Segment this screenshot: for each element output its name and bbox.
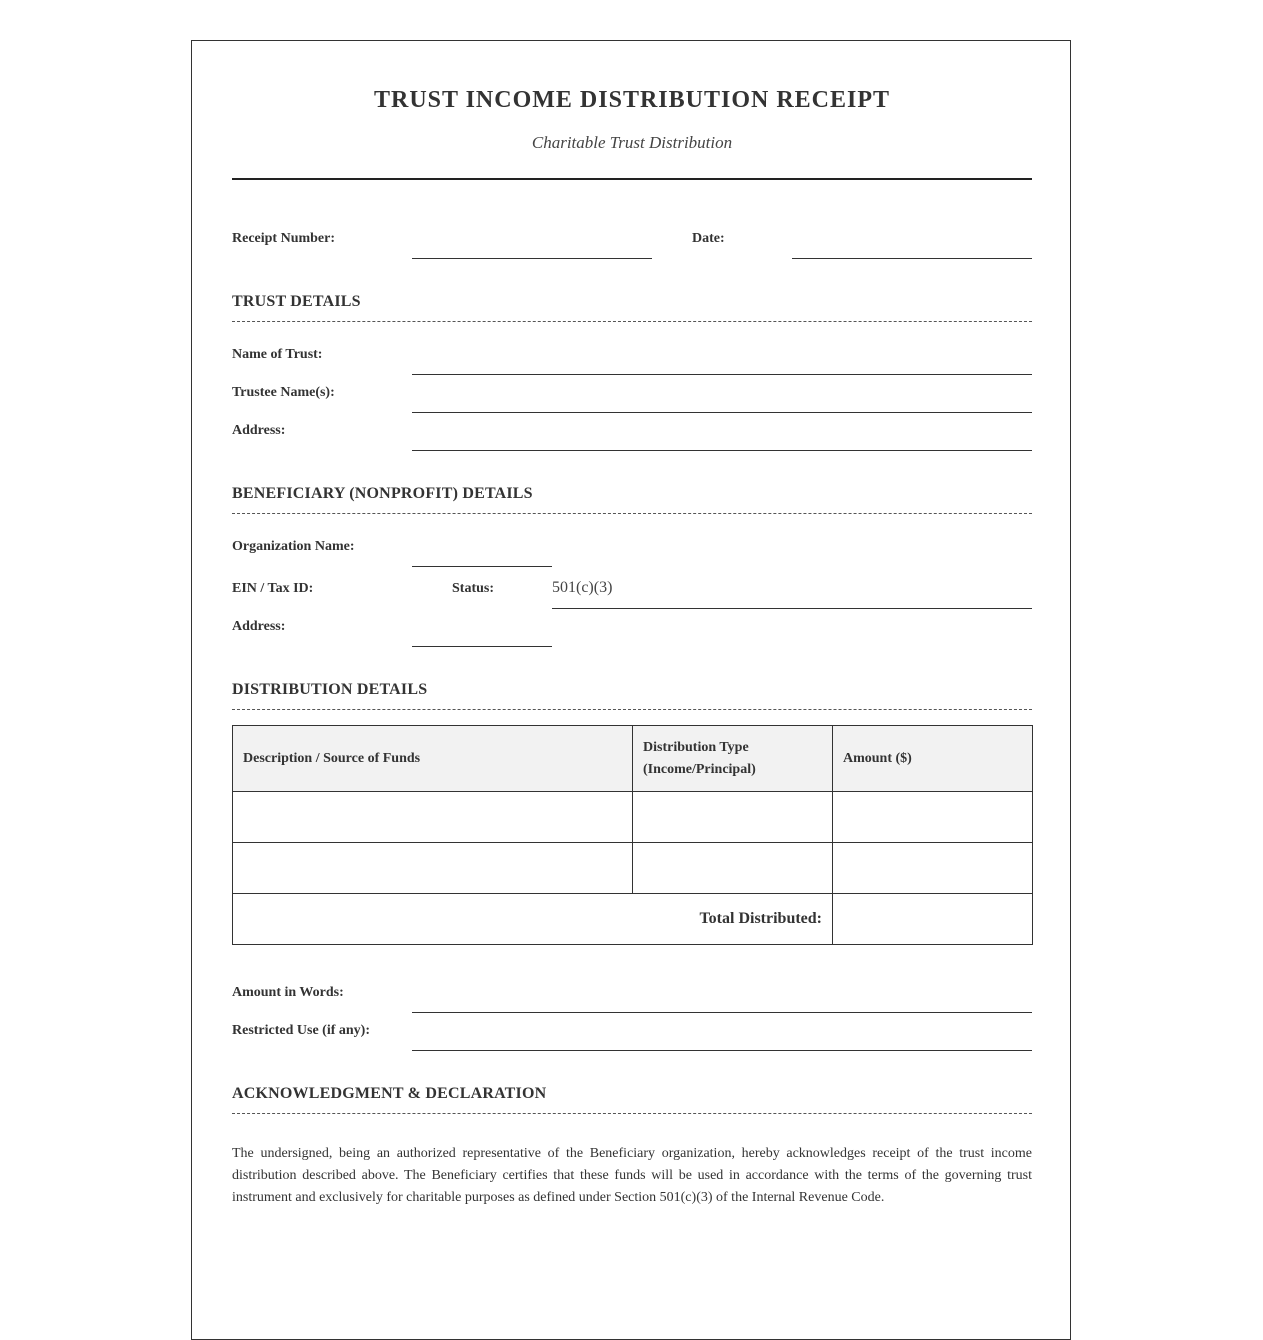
acknowledgment-heading: ACKNOWLEDGMENT & DECLARATION — [232, 1085, 547, 1102]
total-row — [233, 894, 1033, 945]
trust-address-field[interactable] — [412, 450, 1032, 451]
distribution-details-heading: DISTRIBUTION DETAILS — [232, 681, 428, 698]
beneficiary-address-field[interactable] — [412, 646, 552, 647]
restricted-use-label: Restricted Use (if any): — [232, 1023, 371, 1038]
title-divider — [232, 178, 1032, 180]
beneficiary-details-heading: BENEFICIARY (NONPROFIT) DETAILS — [232, 485, 533, 502]
section-divider — [232, 709, 1032, 710]
column-header-amount: Amount ($) — [833, 726, 1033, 792]
trustee-name-label: Trustee Name(s): — [232, 385, 335, 400]
status-label: Status: — [452, 581, 495, 596]
receipt-number-field[interactable] — [412, 258, 652, 259]
restricted-use-field[interactable] — [412, 1050, 1032, 1051]
distribution-table — [232, 725, 1033, 945]
table-row — [233, 843, 1033, 894]
amount-in-words-label: Amount in Words: — [232, 985, 344, 1000]
amount-cell[interactable] — [833, 843, 1033, 894]
distribution-type-cell[interactable] — [633, 792, 833, 843]
document-subtitle: Charitable Trust Distribution — [531, 133, 733, 152]
section-divider — [232, 513, 1032, 514]
status-value: 501(c)(3) — [552, 579, 613, 596]
date-field[interactable] — [792, 258, 1032, 259]
column-header-description: Description / Source of Funds — [233, 726, 633, 792]
beneficiary-address-label: Address: — [232, 619, 286, 634]
date-label: Date: — [692, 231, 725, 246]
status-field[interactable] — [552, 608, 1032, 609]
amount-cell[interactable] — [833, 792, 1033, 843]
table-row — [233, 792, 1033, 843]
trustee-name-field[interactable] — [412, 412, 1032, 413]
trust-address-label: Address: — [232, 423, 286, 438]
trust-name-field[interactable] — [412, 374, 1032, 375]
table-header-row — [233, 726, 1033, 792]
declaration-text: The undersigned, being an authorized representative of the Beneficiary organization, hereby acknowledges receipt of the trust income distribution described above. The Beneficiary certifies that these funds will be used in accordance with the terms of the governing trust instrument and exclusively for charitable purposes as defined under Section 501(c)(3) of the Internal Revenue Code. — [232, 1146, 1032, 1205]
ein-tax-id-label: EIN / Tax ID: — [232, 581, 314, 596]
trust-details-heading: TRUST DETAILS — [232, 293, 361, 310]
distribution-type-cell[interactable] — [633, 843, 833, 894]
column-header-distribution-type: Distribution Type (Income/Principal) — [633, 726, 833, 792]
section-divider — [232, 321, 1032, 322]
organization-name-label: Organization Name: — [232, 539, 355, 554]
receipt-number-label: Receipt Number: — [232, 231, 336, 246]
organization-name-field[interactable] — [412, 566, 552, 567]
trust-name-label: Name of Trust: — [232, 347, 323, 362]
amount-in-words-field[interactable] — [412, 1012, 1032, 1013]
document-title: TRUST INCOME DISTRIBUTION RECEIPT — [374, 87, 890, 113]
total-distributed-cell[interactable] — [833, 894, 1033, 945]
section-divider — [232, 1113, 1032, 1114]
description-cell[interactable] — [233, 843, 633, 894]
total-distributed-label: Total Distributed: — [233, 894, 833, 945]
description-cell[interactable] — [233, 792, 633, 843]
receipt-document — [191, 40, 1071, 1340]
